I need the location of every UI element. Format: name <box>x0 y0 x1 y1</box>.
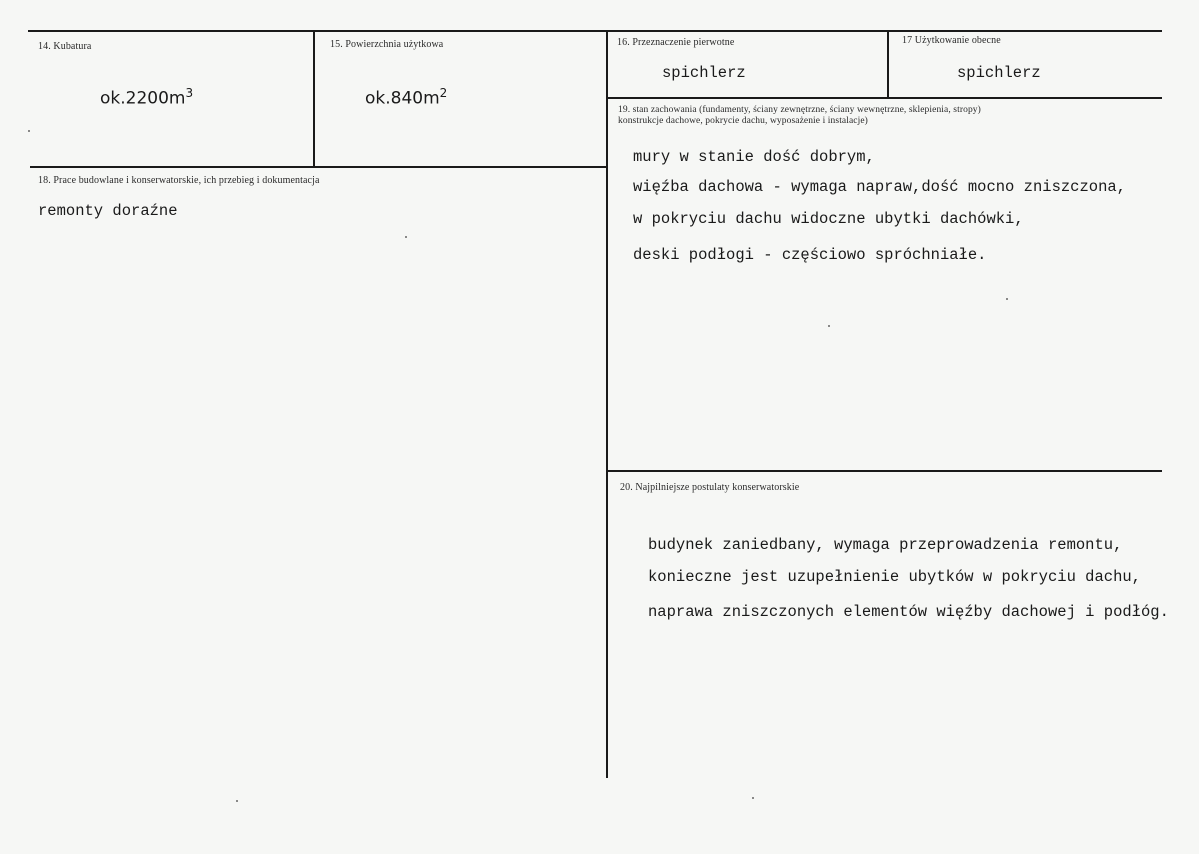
label-przeznaczenie: 16. Przeznaczenie pierwotne <box>617 37 735 48</box>
value-uzytkowanie: spichlerz <box>957 64 1041 82</box>
value-powierzchnia-exponent: 2 <box>439 86 448 100</box>
label-postulaty: 20. Najpilniejsze postulaty konserwatorskie <box>620 482 800 493</box>
rule-under-16-17 <box>606 97 1162 99</box>
value-powierzchnia-text: ok.840m <box>365 88 440 109</box>
postulaty-line-2: konieczne jest uzupełnienie ubytków w pokryciu dachu, <box>648 568 1141 586</box>
divider-16-17 <box>887 32 889 98</box>
value-kubatura-exponent: 3 <box>185 86 194 100</box>
scan-speck <box>752 797 754 799</box>
scan-speck <box>828 325 830 327</box>
label-stan-zachowania-1: 19. stan zachowania (fundamenty, ściany zewnętrzne, ściany wewnętrzne, sklepienia, stropy) <box>618 105 981 115</box>
scan-speck <box>1006 298 1008 300</box>
rule-under-14-15 <box>30 166 607 168</box>
stan-line-1: mury w stanie dość dobrym, <box>633 148 875 166</box>
postulaty-line-3: naprawa zniszczonych elementów więźby dachowej i podłóg. <box>648 603 1169 621</box>
postulaty-line-1: budynek zaniedbany, wymaga przeprowadzenia remontu, <box>648 536 1123 554</box>
stan-line-3: w pokryciu dachu widoczne ubytki dachówki, <box>633 210 1024 228</box>
scan-speck <box>28 130 30 132</box>
scan-speck <box>405 236 407 238</box>
top-rule <box>28 30 1162 32</box>
value-kubatura <box>100 86 193 109</box>
label-prace-budowlane: 18. Prace budowlane i konserwatorskie, ich przebieg i dokumentacja <box>38 175 320 186</box>
value-prace-budowlane: remonty doraźne <box>38 202 178 220</box>
value-powierzchnia <box>365 86 447 109</box>
main-vertical-divider <box>606 30 608 778</box>
scan-speck <box>236 800 238 802</box>
label-kubatura: 14. Kubatura <box>38 41 92 52</box>
label-powierzchnia: 15. Powierzchnia użytkowa <box>330 39 444 50</box>
value-kubatura-text: ok.2200m <box>100 88 186 109</box>
divider-14-15 <box>313 32 315 167</box>
value-przeznaczenie: spichlerz <box>662 64 746 82</box>
rule-above-20 <box>606 470 1162 472</box>
label-stan-zachowania-2: konstrukcje dachowe, pokrycie dachu, wyposażenie i instalacje) <box>618 116 868 126</box>
label-uzytkowanie: 17 Użytkowanie obecne <box>902 35 1001 46</box>
stan-line-4: deski podłogi - częściowo spróchniałe. <box>633 246 987 264</box>
stan-line-2: więźba dachowa - wymaga napraw,dość mocno zniszczona, <box>633 178 1126 196</box>
